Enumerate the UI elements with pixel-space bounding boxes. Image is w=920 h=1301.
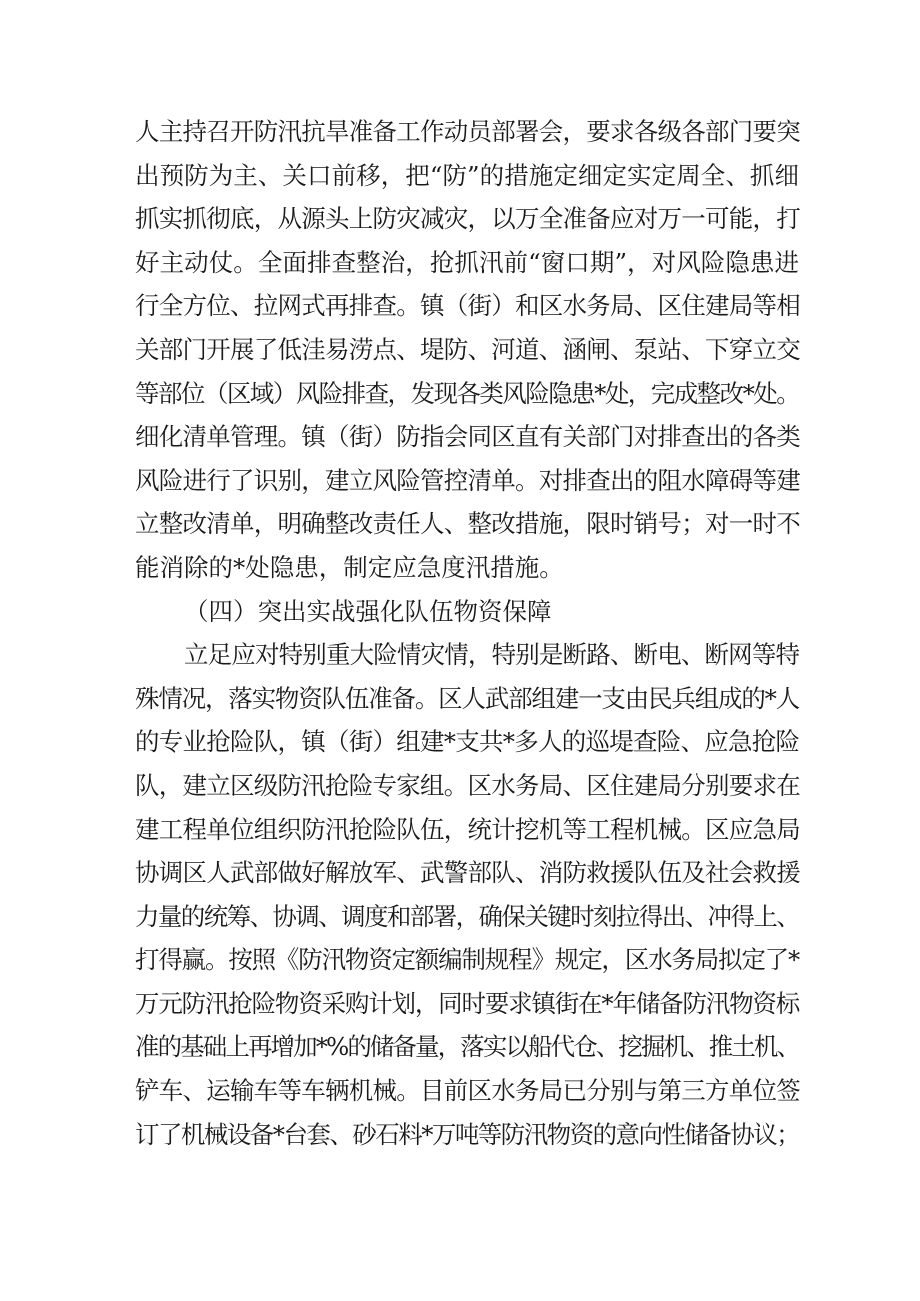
text-line: 好主动仗。全面排查整治，抢抓汛前“窗口期”，对风险隐患进 bbox=[135, 247, 799, 277]
text-line: 建工程单位组织防汛抢险队伍，统计挖机等工程机械。区应急局 bbox=[135, 814, 800, 844]
text-line: 立足应对特别重大险情灾情，特别是断路、断电、断网等特 bbox=[184, 640, 799, 670]
text-line: 的专业抢险队，镇（街）组建*支共*多人的巡堤查险、应急抢险 bbox=[135, 727, 800, 757]
text-line: 能消除的*处隐患，制定应急度汛措施。 bbox=[135, 552, 564, 582]
text-line: 抓实抓彻底，从源头上防灾减灾，以万全准备应对万一可能，打 bbox=[135, 204, 800, 234]
text-line: 风险进行了识别，建立风险管控清单。对排查出的阻水障碍等建 bbox=[135, 465, 800, 495]
document-body bbox=[135, 110, 799, 1156]
section-heading: （四）突出实战强化队伍物资保障 bbox=[184, 596, 552, 626]
text-line: 万元防汛抢险物资采购计划，同时要求镇街在*年储备防汛物资标 bbox=[135, 988, 799, 1018]
text-line: 细化清单管理。镇（街）防指会同区直有关部门对排查出的各类 bbox=[135, 422, 800, 452]
text-line: 殊情况，落实物资队伍准备。区人武部组建一支由民兵组成的*人 bbox=[135, 683, 799, 713]
text-line: 关部门开展了低洼易涝点、堤防、河道、涵闸、泵站、下穿立交 bbox=[135, 334, 800, 364]
text-line: 协调区人武部做好解放军、武警部队、消防救援队伍及社会救援 bbox=[135, 858, 800, 888]
text-line: 人主持召开防汛抗旱准备工作动员部署会，要求各级各部门要突 bbox=[135, 117, 800, 146]
text-line: 等部位（区域）风险排查，发现各类风险隐患*处，完成整改*处。 bbox=[135, 378, 799, 408]
text-line: 订了机械设备*台套、砂石料*万吨等防汛物资的意向性储备协议； bbox=[135, 1119, 799, 1149]
text-line: 力量的统筹、协调、调度和部署，确保关键时刻拉得出、冲得上、 bbox=[135, 901, 799, 931]
text-line: 铲车、运输车等车辆机械。目前区水务局已分别与第三方单位签 bbox=[135, 1076, 800, 1106]
text-line: 队，建立区级防汛抢险专家组。区水务局、区住建局分别要求在 bbox=[135, 770, 800, 800]
text-line: 立整改清单，明确整改责任人、整改措施，限时销号；对一时不 bbox=[135, 509, 800, 539]
text-line: 打得赢。按照《防汛物资定额编制规程》规定，区水务局拟定了* bbox=[135, 945, 799, 975]
text-line: 准的基础上再增加*%的储备量，落实以船代仓、挖掘机、推土机、 bbox=[135, 1032, 799, 1062]
text-line: 行全方位、拉网式再排查。镇（街）和区水务局、区住建局等相 bbox=[135, 291, 800, 321]
text-line: 出预防为主、关口前移，把“防”的措施定细定实定周全、抓细 bbox=[135, 160, 799, 190]
